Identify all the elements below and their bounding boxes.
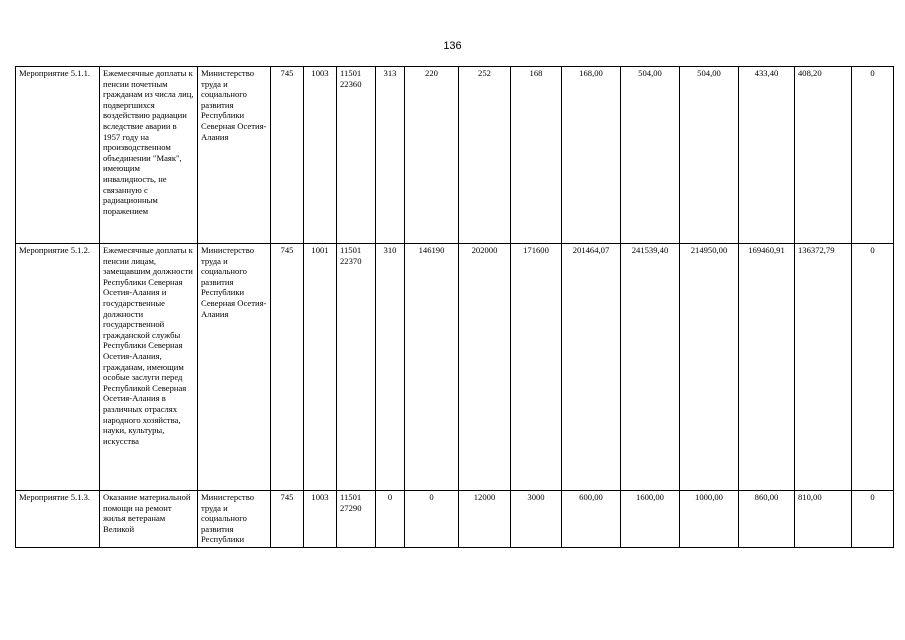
value-cell-2: 12000 <box>459 491 511 548</box>
grbs-cell: 745 <box>271 244 304 491</box>
vr-cell: 0 <box>376 491 405 548</box>
value-cell-7: 860,00 <box>739 491 795 548</box>
value-cell-7: 169460,91 <box>739 244 795 491</box>
value-cell-2: 252 <box>459 67 511 244</box>
program-table <box>15 66 894 548</box>
table-row <box>16 491 894 548</box>
vr-cell: 310 <box>376 244 405 491</box>
grbs-cell: 745 <box>271 491 304 548</box>
description-cell: Оказание материальной помощи на ремонт жилья ветеранам Великой <box>100 491 198 548</box>
value-cell-5: 241539,40 <box>621 244 680 491</box>
value-cell-6: 1000,00 <box>680 491 739 548</box>
value-cell-1: 220 <box>405 67 459 244</box>
value-cell-7: 433,40 <box>739 67 795 244</box>
value-cell-8: 408,20 <box>795 67 852 244</box>
event-cell: Мероприятие 5.1.2. <box>16 244 100 491</box>
value-cell-1: 146190 <box>405 244 459 491</box>
value-cell-3: 171600 <box>511 244 562 491</box>
value-cell-5: 1600,00 <box>621 491 680 548</box>
value-cell-6: 214950,00 <box>680 244 739 491</box>
value-cell-9: 0 <box>852 491 894 548</box>
executor-cell: Министерство труда и социального развития Республики <box>198 491 271 548</box>
rzpr-cell: 1003 <box>304 491 337 548</box>
value-cell-3: 3000 <box>511 491 562 548</box>
value-cell-2: 202000 <box>459 244 511 491</box>
table-row <box>16 67 894 244</box>
value-cell-4: 168,00 <box>562 67 621 244</box>
table-row <box>16 244 894 491</box>
rzpr-cell: 1001 <box>304 244 337 491</box>
value-cell-8: 136372,79 <box>795 244 852 491</box>
event-cell: Мероприятие 5.1.1. <box>16 67 100 244</box>
description-cell: Ежемесячные доплаты к пенсии лицам, замещавшим должности Республики Северная Осетия-Алания и государственные должности государственной гражданской службы Республики Северная Осетия-Алания, гражданам, имеющим особые заслуги перед Республикой Северная Осетия-Алания в различных отраслях народного хозяйства, науки, культуры, искусства <box>100 244 198 491</box>
vr-cell: 313 <box>376 67 405 244</box>
page-number: 136 <box>443 40 462 52</box>
csr-cell: 11501 27290 <box>337 491 376 548</box>
description-cell: Ежемесячные доплаты к пенсии почетным гражданам из числа лиц, подвергшихся воздействию радиации вследствие аварии в 1957 году на производственном объединении "Маяк", имеющим инвалидность, не связанную с радиационным поражением <box>100 67 198 244</box>
rzpr-cell: 1003 <box>304 67 337 244</box>
csr-cell: 11501 22370 <box>337 244 376 491</box>
value-cell-9: 0 <box>852 244 894 491</box>
value-cell-9: 0 <box>852 67 894 244</box>
value-cell-4: 201464,07 <box>562 244 621 491</box>
grbs-cell: 745 <box>271 67 304 244</box>
event-cell: Мероприятие 5.1.3. <box>16 491 100 548</box>
value-cell-4: 600,00 <box>562 491 621 548</box>
csr-cell: 11501 22360 <box>337 67 376 244</box>
value-cell-6: 504,00 <box>680 67 739 244</box>
value-cell-3: 168 <box>511 67 562 244</box>
value-cell-8: 810,00 <box>795 491 852 548</box>
value-cell-1: 0 <box>405 491 459 548</box>
executor-cell: Министерство труда и социального развития Республики Северная Осетия-Алания <box>198 244 271 491</box>
value-cell-5: 504,00 <box>621 67 680 244</box>
executor-cell: Министерство труда и социального развития Республики Северная Осетия-Алания <box>198 67 271 244</box>
